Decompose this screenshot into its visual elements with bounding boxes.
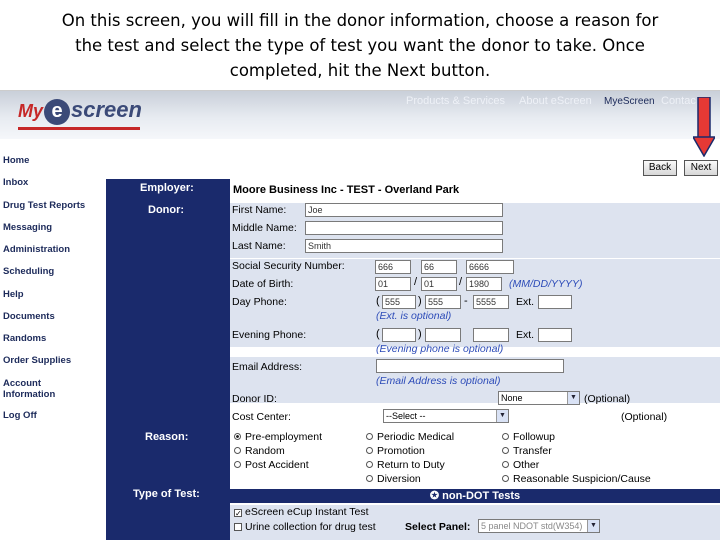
dob-day-input[interactable]: 01 <box>421 277 457 291</box>
non-dot-title: non-DOT Tests <box>442 490 521 502</box>
employer-value: Moore Business Inc - TEST - Overland Park <box>233 184 460 196</box>
urine-collection-checkbox[interactable] <box>234 521 376 533</box>
day-ext-input[interactable] <box>538 295 572 309</box>
email-optional-hint: (Email Address is optional) <box>376 375 501 387</box>
checkbox-checked-icon: ✓ <box>235 509 242 518</box>
caption-line-3: completed, hit the Next button. <box>229 61 491 80</box>
radio-icon <box>234 447 241 454</box>
dob-label: Date of Birth: <box>232 278 294 290</box>
ecup-instant-test-checkbox[interactable] <box>234 506 369 518</box>
ssn-part1-input[interactable]: 666 <box>375 260 411 274</box>
logo-screen: screen <box>71 97 142 122</box>
day-phone-label: Day Phone: <box>232 296 287 308</box>
nav-contact[interactable]: Contac <box>661 95 696 107</box>
evening-optional-hint: (Evening phone is optional) <box>376 343 504 355</box>
day-phone-paren-close: ) <box>418 295 422 307</box>
radio-icon <box>366 475 373 482</box>
sidebar-item-randoms[interactable]: Randoms <box>3 333 47 344</box>
reason-label-text: Followup <box>513 431 556 443</box>
sidebar-item-documents[interactable]: Documents <box>3 311 55 322</box>
cost-center-selected: --Select -- <box>386 411 426 421</box>
reason-transfer[interactable] <box>502 445 552 457</box>
nav-myescreen[interactable]: MyeScreen <box>604 96 655 107</box>
reason-label-text: Periodic Medical <box>377 431 455 443</box>
day-phone-dash: - <box>464 295 468 307</box>
ssn-part2-input[interactable]: 66 <box>421 260 457 274</box>
select-panel-label: Select Panel: <box>405 521 471 533</box>
sidebar-item-log-off[interactable]: Log Off <box>3 410 37 421</box>
reason-label-text: Reasonable Suspicion/Cause <box>513 473 651 485</box>
logo-underline <box>18 127 140 130</box>
employer-label: Employer: <box>140 182 194 194</box>
reason-return-to-duty[interactable] <box>366 459 445 471</box>
donor-id-label: Donor ID: <box>232 393 277 405</box>
last-name-label: Last Name: <box>232 240 286 252</box>
reason-promotion[interactable] <box>366 445 425 457</box>
email-input[interactable] <box>376 359 564 373</box>
evening-area-input[interactable] <box>382 328 416 342</box>
dob-separator-1: / <box>414 276 418 288</box>
next-button[interactable]: Next <box>684 160 718 176</box>
donor-id-select[interactable] <box>498 391 580 405</box>
reason-reasonable-suspicion[interactable] <box>502 473 651 485</box>
dob-separator-2: / <box>459 276 463 288</box>
donor-form <box>230 179 720 540</box>
day-phone-area-input[interactable]: 555 <box>382 295 416 309</box>
cost-center-optional: (Optional) <box>621 411 668 423</box>
day-phone-prefix-input[interactable]: 555 <box>425 295 461 309</box>
reason-other[interactable] <box>502 459 539 471</box>
sidebar-item-help[interactable]: Help <box>3 289 24 300</box>
day-ext-label: Ext. <box>516 296 535 308</box>
nav-products[interactable]: Products & Services <box>406 95 506 107</box>
evening-line-input[interactable] <box>473 328 509 342</box>
back-button[interactable]: Back <box>643 160 677 176</box>
site-header <box>0 91 720 139</box>
instruction-caption <box>0 8 720 83</box>
day-phone-paren-open: ( <box>376 295 380 307</box>
reason-random[interactable] <box>234 445 285 457</box>
ext-optional-hint: (Ext. is optional) <box>376 310 452 322</box>
sidebar-item-home[interactable]: Home <box>3 155 30 166</box>
escreen-screenshot <box>0 90 720 540</box>
field-labels-column <box>106 179 230 540</box>
reason-label-text: Diversion <box>377 473 421 485</box>
evening-ext-input[interactable] <box>538 328 572 342</box>
select-panel-dropdown[interactable] <box>478 519 600 533</box>
radio-icon <box>502 447 509 454</box>
top-navigation <box>0 95 720 111</box>
cost-center-label: Cost Center: <box>232 411 291 423</box>
reason-periodic-medical[interactable] <box>366 431 454 443</box>
reason-post-accident[interactable] <box>234 459 309 471</box>
email-label: Email Address: <box>232 361 303 373</box>
day-phone-line-input[interactable]: 5555 <box>473 295 509 309</box>
radio-icon <box>234 461 241 468</box>
red-arrow-icon <box>693 97 715 157</box>
sidebar-item-messaging[interactable]: Messaging <box>3 222 53 233</box>
reason-followup[interactable] <box>502 431 555 443</box>
caption-line-2: the test and select the type of test you want the donor to take. Once <box>75 36 645 55</box>
middle-name-label: Middle Name: <box>232 222 297 234</box>
radio-icon <box>502 475 509 482</box>
dob-year-input[interactable]: 1980 <box>466 277 502 291</box>
sidebar-item-information[interactable]: Information <box>3 389 56 400</box>
dob-format-hint: (MM/DD/YYYY) <box>509 278 583 290</box>
radio-icon <box>502 433 509 440</box>
nav-about[interactable]: About eScreen <box>519 95 592 107</box>
logo-e-icon: e <box>44 99 70 125</box>
evening-paren-close: ) <box>418 328 422 340</box>
chevron-down-icon: ▼ <box>567 392 579 404</box>
evening-ext-label: Ext. <box>516 329 535 341</box>
radio-selected-icon <box>234 433 241 440</box>
test-option-label: eScreen eCup Instant Test <box>245 506 369 518</box>
dob-month-input[interactable]: 01 <box>375 277 411 291</box>
evening-phone-label: Evening Phone: <box>232 329 307 341</box>
type-of-test-label: Type of Test: <box>133 488 200 500</box>
sidebar-item-drug-test-reports[interactable]: Drug Test Reports <box>3 200 86 211</box>
reason-diversion[interactable] <box>366 473 421 485</box>
panel-selected: 5 panel NDOT std(W354) <box>481 521 583 531</box>
ssn-label: Social Security Number: <box>232 260 345 272</box>
checkbox-icon <box>234 523 242 531</box>
sidebar-item-account[interactable]: Account <box>3 378 41 389</box>
sidebar-item-administration[interactable]: Administration <box>3 244 71 255</box>
radio-icon <box>366 447 373 454</box>
donor-id-selected: None <box>501 393 523 403</box>
radio-icon <box>366 433 373 440</box>
non-dot-tests-header <box>230 489 720 503</box>
first-name-input[interactable]: Joe <box>305 203 503 217</box>
first-name-label: First Name: <box>232 204 287 216</box>
radio-icon <box>502 461 509 468</box>
cost-center-select[interactable] <box>383 409 509 423</box>
gear-icon: ✪ <box>429 490 440 502</box>
evening-paren-open: ( <box>376 328 380 340</box>
reason-label-text: Return to Duty <box>377 459 445 471</box>
chevron-down-icon: ▼ <box>587 520 599 532</box>
sidebar-item-order-supplies[interactable]: Order Supplies <box>3 355 72 366</box>
radio-icon <box>366 461 373 468</box>
donor-id-optional: (Optional) <box>584 393 631 405</box>
reason-label-text: Promotion <box>377 445 425 457</box>
reason-label-text: Random <box>245 445 285 457</box>
sidebar-item-inbox[interactable]: Inbox <box>3 177 29 188</box>
sidebar-item-scheduling[interactable]: Scheduling <box>3 266 55 277</box>
reason-label-text: Post Accident <box>245 459 309 471</box>
middle-name-input[interactable] <box>305 221 503 235</box>
last-name-input[interactable]: Smith <box>305 239 503 253</box>
donor-label: Donor: <box>148 204 185 216</box>
logo-my: My <box>18 101 44 121</box>
reason-pre-employment[interactable] <box>234 431 322 443</box>
ssn-part3-input[interactable]: 6666 <box>466 260 514 274</box>
evening-prefix-input[interactable] <box>425 328 461 342</box>
reason-label-text: Other <box>513 459 540 471</box>
reason-label-text: Transfer <box>513 445 552 457</box>
reason-label-text: Pre-employment <box>245 431 323 443</box>
chevron-down-icon: ▼ <box>496 410 508 422</box>
caption-line-1: On this screen, you will fill in the donor information, choose a reason for <box>61 11 659 30</box>
reason-label: Reason: <box>145 431 189 443</box>
test-option-label: Urine collection for drug test <box>245 521 376 533</box>
